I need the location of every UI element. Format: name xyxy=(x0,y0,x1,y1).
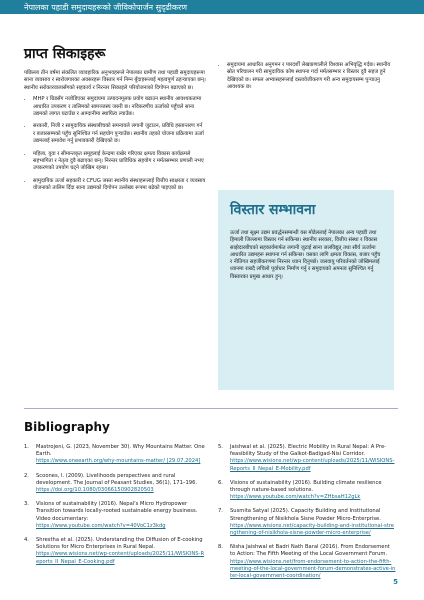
bibliography-entry xyxy=(24,501,206,530)
entry-number: 7. xyxy=(218,508,223,515)
entry-text: Mastrojeni, G. (2023, November 30). Why Mountains Matter. One Earth. xyxy=(36,444,205,458)
entry-link[interactable]: https://www.wisions.net/wp-content/uploads/2025/11/WISIONS-Reports_II_Nepal_E-Cooking.pdf xyxy=(36,551,205,565)
expansion-callout-box xyxy=(218,190,394,390)
learnings-list xyxy=(24,96,206,192)
entry-number: 1. xyxy=(24,444,29,450)
entry-text: Visions of sustainability (2016). Nepal's Micro Hydropower Transition towards locally-rooted sustainable energy business. Video documentary: xyxy=(36,501,198,522)
bibliography-entry xyxy=(24,537,206,566)
entry-link[interactable]: https://www.oneearth.org/why-mountains-matter/ [29.07.2024] xyxy=(36,458,201,465)
entry-text: Nisha Jaishwal et Badri Nath Baral (2016). From Endorsement to Action: The Fifth Meeting of the Local Government Forum. xyxy=(230,544,390,558)
expansion-heading: विस्तार सम्भावना xyxy=(230,202,316,218)
bibliography-heading: Bibliography xyxy=(24,420,110,434)
bibliography-entry xyxy=(24,444,206,466)
expansion-body: ऊर्जा तथा सूक्ष्म उद्यम प्रवर्द्धनसम्बन्धी यस मोडेललाई नेपालका अन्य पहाडी तथा हिमाली जिल्लामा विस्तार गर्न सकिन्छ। स्थानीय सरकार, वित्तीय संस्था र विकास साझेदारबीचको सहकार्यमार्फत लगानी जुटाई साना जलविद्युत् तथा सौर्य ऊर्जामा आधारित उद्यमहरू स्थापना गर्न सकिन्छ। यसका लागि क्षमता विकास, बजार पहुँच र नीतिगत सहजीकरणमा निरन्तर ध्यान दिनुपर्छ। जलवायु परिवर्तनको जोखिमलाई ध्यानमा राख्दै लचिलो पूर्वाधार निर्माण गर्नु र समुदायको अपनत्व सुनिश्चित गर्नु विस्तारका प्रमुख आधार हुन्। xyxy=(230,230,381,280)
header-title: नेपालका पहाडी समुदायहरूको जीविकोपार्जन सुदृढीकरण xyxy=(24,3,188,12)
entry-text: Shrestha et al. (2025). Understanding the Diffusion of E-cooking Solutions for Micro Enterprises in Rural Nepal. xyxy=(36,537,203,551)
learning-item: • महिला, युवा र सीमान्तकृत समूहलाई केन्द्रमा राखेर गरिएका क्षमता विकास कार्यक्रमले सहभागिता र नेतृत्व दुवै बढाएका छन्। निरन्तर प्राविधिक सहयोग र मर्मतसम्भार प्रणाली नभए उपकरणको उपयोग घट्ने जोखिम रहन्छ। xyxy=(33,151,206,173)
entry-link[interactable]: https://www.wisions.net/capacity-building-and-institutional-strengthening-of-nisikhola-sisne-powder-micro-enterprise/ xyxy=(230,522,394,537)
learning-item: • समुदायमा आधारित अनुगमन र पारदर्शी लेखाप्रणालीले विश्वास अभिवृद्धि गर्दछ। स्थानीय स्रोत परिचालन गरी सामुदायिक कोष स्थापना गर्दा मर्मतसम्भार र विस्तार दुवै सहज हुने देखिएको छ। सफल अभ्यासहरूलाई दस्तावेजीकरण गरी अन्य समुदायसम्म पुर्‍याउनु आवश्यक छ। xyxy=(227,62,396,92)
bibliography-entry xyxy=(24,473,206,495)
entry-link[interactable]: https://doi.org/10.1080/03066150902820503 xyxy=(36,487,154,494)
entry-number: 8. xyxy=(218,544,223,551)
entry-text: Scoones, I. (2009). Livelihoods perspectives and rural development. The Journal of Peasant Studies, 36(1), 171–196. xyxy=(36,472,198,486)
learnings-column-continued xyxy=(218,62,396,97)
page-number: 5 xyxy=(393,578,398,586)
entry-number: 2. xyxy=(24,472,29,479)
learning-item: • सरकारी, निजी र सामुदायिक संस्थाबीचको समन्वयले लगानी जुटाउन, प्रविधि हस्तान्तरण गर्न र बजारसम्मको पहुँच सुनिश्चित गर्न सहयोग पुर्‍याउँछ। स्थानीय तहको योजना प्रक्रियामा ऊर्जा उद्यमलाई समावेश गर्नु प्रभावकारी देखिएको छ। xyxy=(33,123,206,145)
bibliography-entry xyxy=(218,508,396,537)
entry-number: 6. xyxy=(218,479,223,486)
bibliography-entry xyxy=(218,544,396,580)
entry-link[interactable]: https://www.youtube.com/watch?v=ZHbsaH12gLk xyxy=(230,494,361,501)
entry-link[interactable]: https://www.wisions.net/wp-content/uploads/2025/11/WISIONS-Reports_II_Nepal_E-Mobility.pdf xyxy=(230,458,395,472)
entry-link[interactable]: https://www.wisions.net/from-endorsement-to-action-the-fifth-meeting-of-the-local-government-forum-demonstrates-active-inter-local-government-coordination/ xyxy=(230,558,396,580)
entry-number: 4. xyxy=(24,537,29,544)
entry-link[interactable]: https://www.youtube.com/watch?v=40VoC1z3kdg xyxy=(36,522,166,529)
learning-item: • सामुदायिक ऊर्जा सहकारी र CFUG जस्ता स्थानीय संस्थाहरूलाई वित्तीय साक्षरता र व्यवसाय योजनाको तालिम दिँदा साना उद्यमको दिगोपन उल्लेख्य रूपमा बढेको पाइएको छ। xyxy=(33,178,206,193)
learnings-list-continued xyxy=(218,62,396,92)
entry-number: 3. xyxy=(24,501,29,508)
section-heading-learnings: प्राप्त सिकाइहरू xyxy=(24,46,106,62)
bibliography-entry xyxy=(218,444,396,473)
bibliography-entry xyxy=(218,480,396,502)
divider xyxy=(24,408,398,409)
bibliography-right-column xyxy=(218,444,396,587)
entry-text: Jaishwal et al. (2025). Electric Mobility in Rural Nepal: A Pre-feasibility Study of the Galkot-Badigad-Nisi Corridor. xyxy=(230,444,387,458)
learnings-intro: पछिल्ला तीन वर्षमा संकलित व्यावहारिक अनुभवहरूले नेपालका ग्रामीण तथा पहाडी समुदायहरूमा साना व्यवसाय र स्वरोजगारका अवसरहरू विस्तार गर्न निम्न बुँदाहरूलाई महत्वपूर्ण ठहर्‍याएका छन्। स्थानीय सरोकारवालासँगको सहकार्य र निरन्तर सिकाइले परियोजनाको दिगोपन बढाएको छ। xyxy=(24,70,206,91)
entry-text: Susmita Satyal (2025). Capacity Building and Institutional Strengthening of Nisikhola Sisne Powder Micro-Enterprise. xyxy=(230,508,381,522)
header-bar xyxy=(0,0,424,14)
bibliography-left-column xyxy=(24,444,206,573)
learnings-column xyxy=(24,70,206,198)
learning-item: • MHP र ग्रिडसँग नजोडिएका समुदायमा उत्पादनमूलक प्रयोग बढाउन स्थानीय आवश्यकतामा आधारित उपकरण र तालिमको सामञ्जस्य जरुरी छ। नविकरणीय ऊर्जाको पहुँचले साना उद्यमको लागत घटाउँछ र आम्दानीमा स्थायित्व ल्याउँछ। xyxy=(33,96,206,118)
entry-number: 5. xyxy=(218,444,223,450)
entry-text: Visions of sustainability (2016). Building climate resilience through nature-based solutions. xyxy=(230,479,382,494)
